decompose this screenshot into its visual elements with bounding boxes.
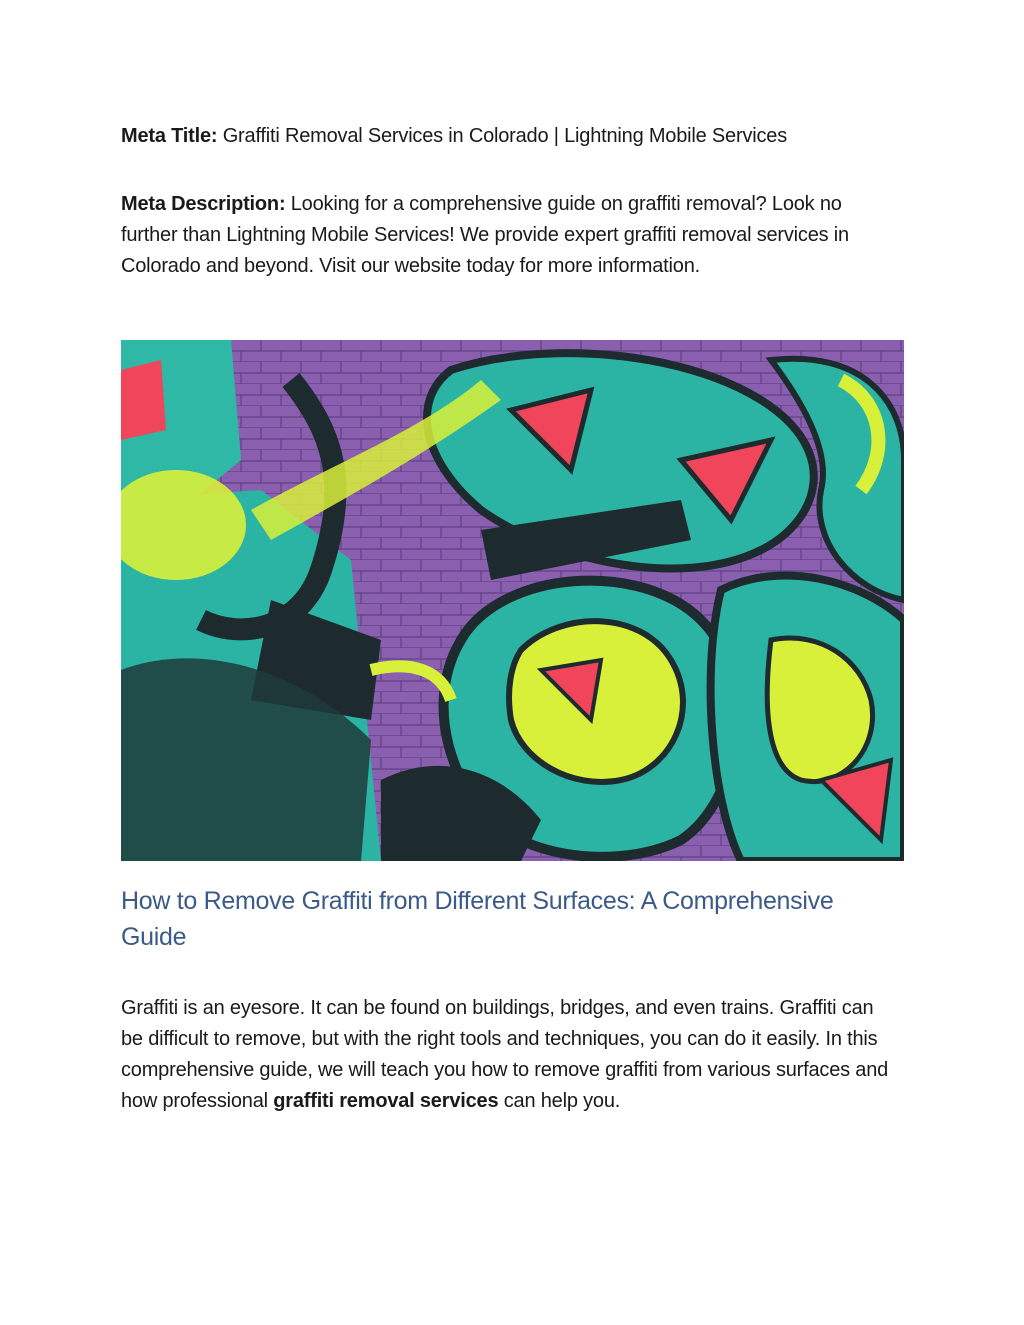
intro-text-before: Graffiti is an eyesore. It can be found on buildings, bridges, and even trains. Graffiti can be difficult to remove, but with the right tools and techniques, you can do it easily. In this comprehensive guide, we will teach you how to remove graffiti from various surfaces and how professional — [121, 997, 889, 1112]
article-intro-paragraph — [121, 993, 896, 1117]
meta-description-value: Looking for a comprehensive guide on graffiti removal? Look no further than Lightning Mobile Services! We provide expert graffiti removal services in Colorado and beyond. Visit our website today for more information. — [121, 193, 849, 277]
intro-text-after: can help you. — [498, 1090, 621, 1112]
meta-title-label: Meta Title: — [121, 125, 218, 147]
intro-bold-keyword: graffiti removal services — [273, 1090, 499, 1112]
meta-title-value: Graffiti Removal Services in Colorado | Lightning Mobile Services — [217, 125, 788, 147]
meta-description-label: Meta Description: — [121, 193, 286, 215]
meta-title-line — [121, 121, 911, 151]
graffiti-illustration — [121, 340, 904, 861]
article-heading: How to Remove Graffiti from Different Surfaces: A Comprehensive Guide — [121, 887, 834, 951]
meta-description-block — [121, 189, 891, 282]
graffiti-hero-image — [121, 340, 904, 861]
